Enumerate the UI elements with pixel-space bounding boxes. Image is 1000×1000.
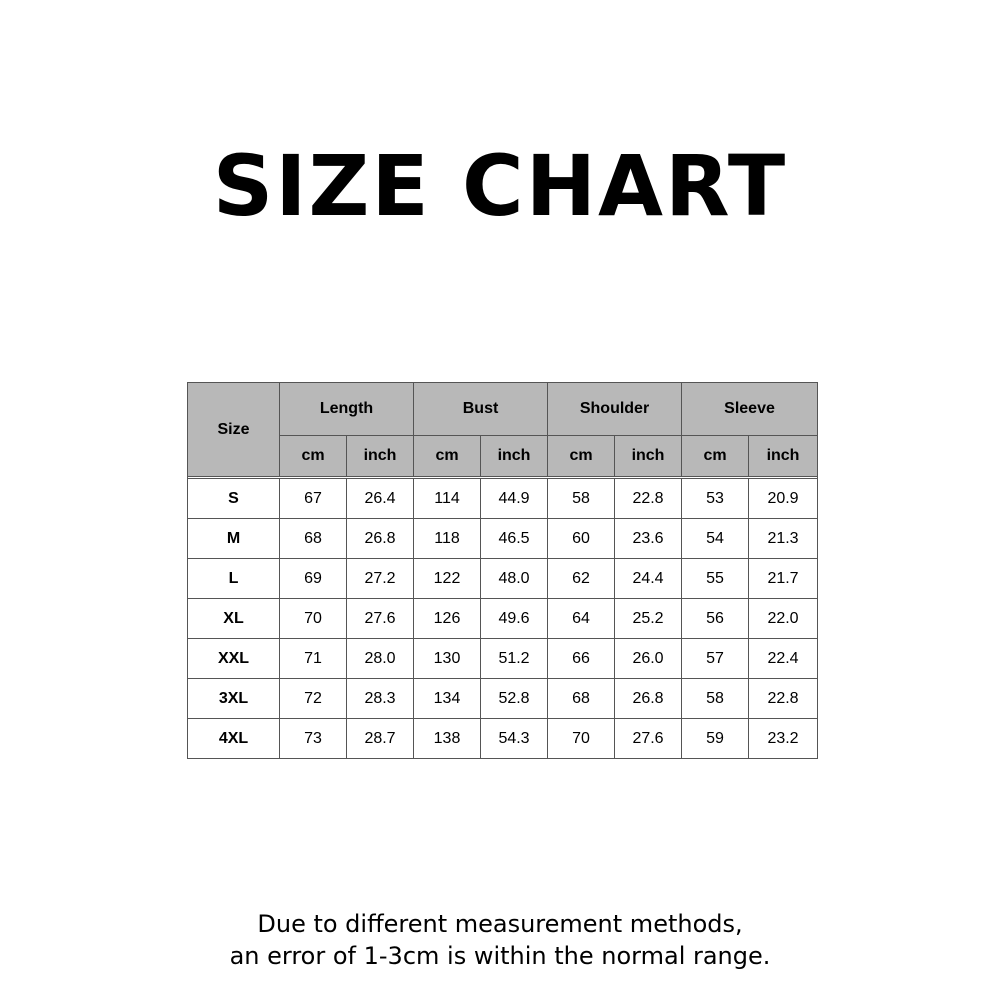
- unit-header: cm: [548, 436, 615, 477]
- value-cell: 22.8: [749, 679, 818, 719]
- value-cell: 73: [280, 719, 347, 759]
- value-cell: 72: [280, 679, 347, 719]
- unit-header: inch: [481, 436, 548, 477]
- value-cell: 130: [414, 639, 481, 679]
- value-cell: 68: [548, 679, 615, 719]
- table-row: [188, 559, 818, 599]
- value-cell: 67: [280, 479, 347, 519]
- value-cell: 71: [280, 639, 347, 679]
- value-cell: 55: [682, 559, 749, 599]
- value-cell: 26.4: [347, 479, 414, 519]
- value-cell: 21.3: [749, 519, 818, 559]
- note-line-2: an error of 1-3cm is within the normal range.: [229, 942, 771, 970]
- value-cell: 126: [414, 599, 481, 639]
- value-cell: 58: [682, 679, 749, 719]
- group-header-length: Length: [280, 383, 414, 436]
- size-cell: XL: [188, 599, 280, 639]
- value-cell: 26.8: [615, 679, 682, 719]
- value-cell: 49.6: [481, 599, 548, 639]
- value-cell: 24.4: [615, 559, 682, 599]
- value-cell: 118: [414, 519, 481, 559]
- value-cell: 27.6: [347, 599, 414, 639]
- table-row: [188, 599, 818, 639]
- group-header-sleeve: Sleeve: [682, 383, 818, 436]
- value-cell: 54: [682, 519, 749, 559]
- value-cell: 23.6: [615, 519, 682, 559]
- value-cell: 22.8: [615, 479, 682, 519]
- table-row: [188, 519, 818, 559]
- size-cell: XXL: [188, 639, 280, 679]
- size-cell: L: [188, 559, 280, 599]
- value-cell: 69: [280, 559, 347, 599]
- unit-header: inch: [749, 436, 818, 477]
- value-cell: 70: [280, 599, 347, 639]
- value-cell: 53: [682, 479, 749, 519]
- table-row: [188, 479, 818, 519]
- size-cell: S: [188, 479, 280, 519]
- table-row: [188, 639, 818, 679]
- value-cell: 46.5: [481, 519, 548, 559]
- value-cell: 27.2: [347, 559, 414, 599]
- size-header: Size: [188, 383, 280, 477]
- value-cell: 54.3: [481, 719, 548, 759]
- value-cell: 28.7: [347, 719, 414, 759]
- table-body: [188, 479, 818, 759]
- value-cell: 27.6: [615, 719, 682, 759]
- unit-header: inch: [615, 436, 682, 477]
- value-cell: 48.0: [481, 559, 548, 599]
- page-title: SIZE CHART: [212, 137, 788, 235]
- table-row: [188, 719, 818, 759]
- value-cell: 134: [414, 679, 481, 719]
- unit-header: cm: [682, 436, 749, 477]
- value-cell: 44.9: [481, 479, 548, 519]
- value-cell: 70: [548, 719, 615, 759]
- size-cell: M: [188, 519, 280, 559]
- value-cell: 21.7: [749, 559, 818, 599]
- size-cell: 3XL: [188, 679, 280, 719]
- value-cell: 64: [548, 599, 615, 639]
- value-cell: 22.4: [749, 639, 818, 679]
- table-row: [188, 679, 818, 719]
- value-cell: 58: [548, 479, 615, 519]
- size-cell: 4XL: [188, 719, 280, 759]
- value-cell: 28.0: [347, 639, 414, 679]
- value-cell: 28.3: [347, 679, 414, 719]
- value-cell: 122: [414, 559, 481, 599]
- group-header-shoulder: Shoulder: [548, 383, 682, 436]
- value-cell: 68: [280, 519, 347, 559]
- value-cell: 56: [682, 599, 749, 639]
- value-cell: 23.2: [749, 719, 818, 759]
- value-cell: 26.8: [347, 519, 414, 559]
- note-line-1: Due to different measurement methods,: [257, 910, 743, 938]
- value-cell: 57: [682, 639, 749, 679]
- unit-header: cm: [280, 436, 347, 477]
- value-cell: 59: [682, 719, 749, 759]
- value-cell: 138: [414, 719, 481, 759]
- size-chart-table: [187, 382, 818, 759]
- value-cell: 26.0: [615, 639, 682, 679]
- value-cell: 25.2: [615, 599, 682, 639]
- unit-header: cm: [414, 436, 481, 477]
- value-cell: 114: [414, 479, 481, 519]
- value-cell: 52.8: [481, 679, 548, 719]
- value-cell: 51.2: [481, 639, 548, 679]
- group-header-bust: Bust: [414, 383, 548, 436]
- value-cell: 22.0: [749, 599, 818, 639]
- value-cell: 62: [548, 559, 615, 599]
- value-cell: 20.9: [749, 479, 818, 519]
- unit-header: inch: [347, 436, 414, 477]
- value-cell: 66: [548, 639, 615, 679]
- value-cell: 60: [548, 519, 615, 559]
